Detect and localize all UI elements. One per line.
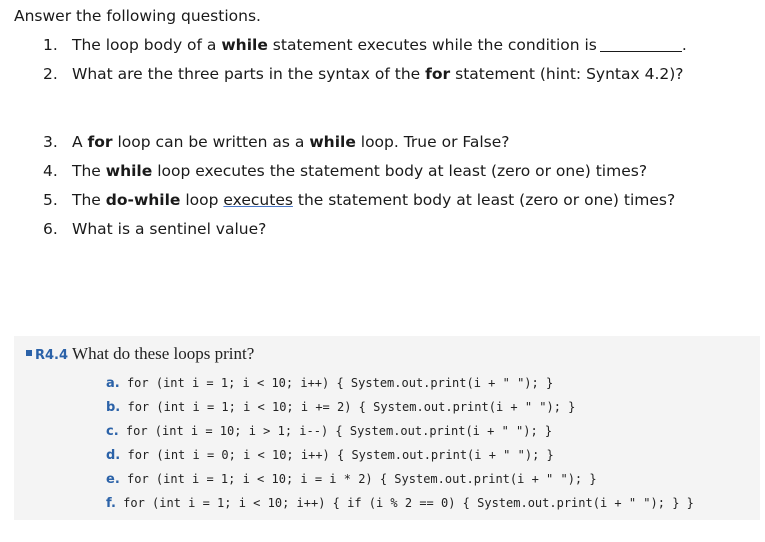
question-text: The do-while loop executes the statement body at least (zero or one) times? [72, 191, 676, 209]
question-number: 6. [43, 220, 58, 238]
code-text: for (int i = 1; i < 10; i += 2) { System.out.print(i + " "); } [127, 400, 576, 414]
question-number: 4. [43, 162, 58, 180]
question-text: What is a sentinel value? [72, 220, 267, 238]
spellcheck-underline: executes [223, 191, 293, 209]
code-text: for (int i = 1; i < 10; i = i * 2) { System.out.print(i + " "); } [127, 472, 597, 486]
instructions-heading: Answer the following questions. [14, 7, 261, 25]
code-line-d [106, 448, 554, 463]
code-line-e [106, 472, 597, 487]
question-number: 1. [43, 36, 58, 54]
question-number: 3. [43, 133, 58, 151]
item-label: c. [106, 424, 119, 439]
bullet-icon [26, 350, 32, 356]
code-line-c [106, 424, 552, 439]
code-line-b [106, 400, 575, 415]
question-number: 2. [43, 65, 58, 83]
item-label: e. [106, 472, 120, 487]
exercise-heading [26, 344, 254, 364]
exercise-title: What do these loops print? [72, 344, 255, 363]
code-line-a [106, 376, 553, 391]
code-text: for (int i = 0; i < 10; i++) { System.out.print(i + " "); } [127, 448, 554, 462]
question-text: What are the three parts in the syntax of the for statement (hint: Syntax 4.2)? [72, 65, 684, 83]
code-text: for (int i = 1; i < 10; i++) { System.out.print(i + " "); } [126, 376, 554, 390]
item-label: f. [106, 496, 116, 511]
code-text: for (int i = 1; i < 10; i++) { if (i % 2 == 0) { System.out.print(i + " "); } } [123, 496, 694, 510]
item-label: d. [106, 448, 121, 463]
answer-blank [600, 51, 682, 52]
question-number: 5. [43, 191, 58, 209]
exercise-number: R4.4 [35, 348, 69, 363]
code-text: for (int i = 10; i > 1; i--) { System.out.print(i + " "); } [125, 424, 553, 438]
item-label: b. [106, 400, 121, 415]
code-line-f [106, 496, 694, 511]
question-text: A for loop can be written as a while loop. True or False? [72, 133, 510, 151]
question-text: The loop body of a while statement executes while the condition is . [72, 36, 687, 54]
item-label: a. [106, 376, 120, 391]
question-text: The while loop executes the statement body at least (zero or one) times? [72, 162, 648, 180]
textbook-exercise-image [14, 336, 760, 520]
